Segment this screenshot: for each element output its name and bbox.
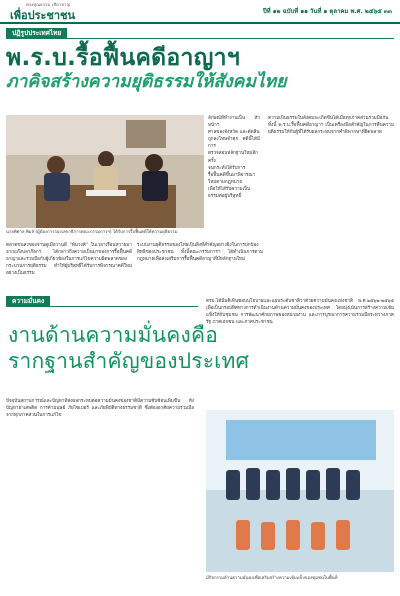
brand-title: เพื่อประชาชน (10, 9, 76, 22)
group-photo (206, 410, 394, 572)
article-body-right: ความเป็นธรรมในสังคมจะเกิดขึ้นได้เมื่อทุกภาคส่วนร่วมมือกัน ทั้งนี้ พ.ร.บ.รื้อฟื้นคดีอาญาฯ เป็นเครื่องมือสำคัญในการคืนความยุติธรรมให้กับผู้ที่ได้รับผลกระทบจากคำพิพากษาที่ผิดพลาด (268, 116, 394, 136)
photo-caption: นายพิศาล พิมล์ (ผู้ต้องการรองเลขาธิการคณะกรรมการฯ) ได้รับการรื้อฟื้นคดีให้ความยุติธรรม (6, 230, 178, 235)
column-line: ถูกลงโทษจำคุก คดีนี้ได้มีการ (208, 137, 260, 150)
meeting-photo (6, 115, 204, 228)
section-tag-security: ความมั่นคง (6, 296, 50, 306)
column-line: รื้อฟื้นคดีขึ้นมาพิจารณา (208, 172, 256, 178)
section-rule (6, 38, 394, 39)
column-line: ลักษณ์ทีทำงานเป็น หัวหน้าฯ (208, 116, 260, 129)
article-column-narrow (208, 115, 260, 200)
article-body-left: ตลาดขนส่งของจ่านดูเมื่อวานดี "พันวงค์" ในเวลาเรือนหวายมาจากแก๊งปลาก๊อกฯ ได้กล่าวถึงความเป็นมาของการรื้อฟื้นคดีอาญาและร่วมมือกับผู้เกี่ยวข้องในการแก้ไขความผิดพลาดของกระบวนการยุติธรรม ทำให้ผู้บริสุทธิ์ได้รับการพิจารณาคดีใหม่อย่างเป็นธรรม (6, 243, 132, 277)
column-line: ตรวจสอบหลักฐานใหม่อีกครั้ง (208, 151, 258, 164)
security-body-left: ปัจจุบันสถานการณ์และปัญหาที่ส่งผลกระทบต่อความมั่นคงของชาติมีความซับซ้อนเพิ่มขึ้น ทั้งปัญหายาเสพติด การค้ามนุษย์ ภัยไซเบอร์ และภัยพิบัติทางธรรมชาติ ซึ่งต้องอาศัยความร่วมมือจากทุกภาคส่วนในการแก้ไข (6, 399, 194, 419)
column-line: จนกระทั่งได้รับการ (208, 165, 246, 171)
header-rule (0, 22, 400, 24)
section-tag-reform: ปฏิรูปประเทศไทย (6, 28, 67, 38)
headline-primary: พ.ร.บ.รื้อฟื้นคดีอาญาฯ (6, 45, 241, 71)
column-line: ใหม่ตามกฎหมาย (208, 179, 243, 185)
brand-tagline: ทรงคุณธรรม เชียวชาญ (26, 2, 71, 7)
column-line: ศาลของจังหวัด และตัดสิน (208, 130, 260, 136)
section-rule (6, 306, 198, 307)
issue-info: ปีที่ ๑๒ ฉบับที่ ๑๑ วันที่ ๑ ตุลาคม พ.ศ. ๒๕๖๕ ๓๓ (262, 8, 392, 15)
page-header (0, 0, 400, 22)
headline-secondary: ภาคิจสร้างความยุติธรรมให้สังคมไทย (6, 72, 287, 92)
headline-security-1: งานด้านความมั่นคงคือ (8, 323, 219, 347)
brand-logo (6, 0, 96, 22)
security-body-right: ครม.ได้มีมติเห็นชอบนโยบายและแผนระดับชาติว่าด้วยความมั่นคงแห่งชาติ พ.ศ.๒๕๖๒-๒๕๖๕ เพื่อเป็นกรอบทิศทางการดำเนินงานด้านความมั่นคงของประเทศ โดยมุ่งเน้นการสร้างความเข้มแข็งให้กับชุมชน การพัฒนาศักยภาพของหน่วยงาน และการบูรณาการความร่วมมือระหว่างภาครัฐ ภาคเอกชน และภาคประชาชน (206, 299, 394, 326)
group-photo-caption: มีกิจกรรมด้านความมั่นคงเพื่อเสริมสร้างความเข้มแข็งของชุมชนในพื้นที่ (206, 576, 338, 581)
column-line: ธรรมต่อผู้บริสุทธิ์ (208, 194, 242, 200)
column-line: เพื่อให้ได้รับความเป็น (208, 186, 251, 192)
article-body-middle: ระบบงานยุติธรรมของไทยเป็นสิ่งที่สำคัญอย่างยิ่งในการปกป้องสิทธิของประชาชน ทั้งนี้คณะกรรมการฯ ได้ดำเนินการตามกฎหมายเพื่อส่งเสริมการรื้อฟื้นคดีอาญาที่มีหลักฐานใหม่ (137, 243, 263, 263)
headline-security-2: รากฐานสำคัญของประเทศ (8, 349, 250, 373)
